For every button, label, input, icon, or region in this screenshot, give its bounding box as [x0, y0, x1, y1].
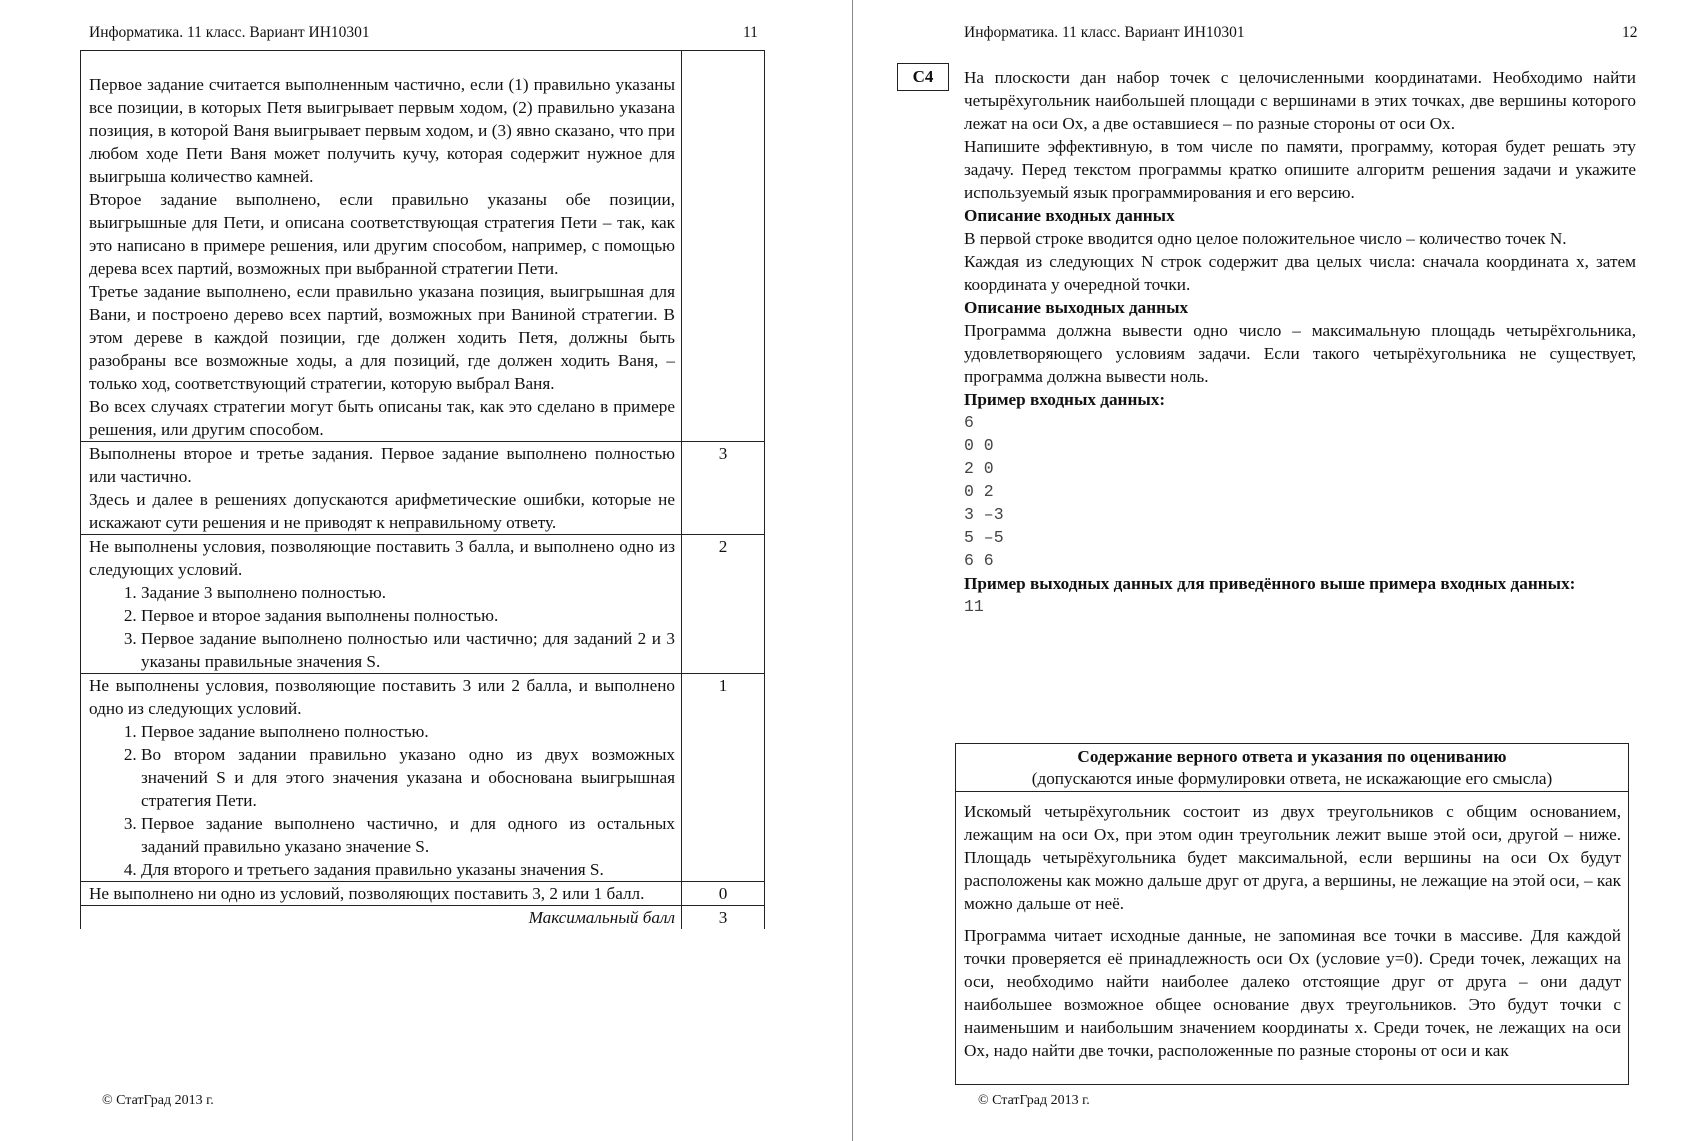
score-cell: [681, 51, 764, 441]
answer-paragraph: Искомый четырёхугольник состоит из двух треугольников с общим основанием, лежащим на оси Ox, при этом один треугольник лежит выше этой оси, другой – ниже. Площадь четырёхугольника будет максимальной, если вершины на оси Ox будут расположены как можно дальше друг от друга, а вершины, не лежащие на этой оси, – как можно дальше от неё.: [964, 802, 1621, 913]
table-row: [81, 535, 764, 674]
output-paragraph: Программа должна вывести одно число – максимальную площадь четырёхгольника, удовлетворяющего условиям задачи. Если такого четырёхугольника не существует, программа должна вывести ноль.: [964, 321, 1636, 386]
criteria-cell: [81, 882, 681, 905]
input-heading: Описание входных данных: [964, 206, 1175, 225]
task-paragraph: На плоскости дан набор точек с целочисленными координатами. Необходимо найти четырёхугольник наибольшей площади с вершинами в этих точках, две вершины которого лежат на оси Ox, а две оставшиеся – по разные стороны от оси Ox.: [964, 68, 1636, 133]
score-cell: 2: [681, 535, 764, 673]
input-paragraph: В первой строке вводится одно целое положительное число – количество точек N.: [964, 229, 1567, 248]
grading-table: [80, 50, 765, 929]
input-paragraph: Каждая из следующих N строк содержит два целых числа: сначала координата x, затем координата y очередной точки.: [964, 252, 1636, 294]
max-score-row: [81, 906, 764, 929]
criteria-paragraph: Не выполнено ни одно из условий, позволяющих поставить 3, 2 или 1 балл.: [89, 884, 645, 903]
score-cell: 0: [681, 882, 764, 905]
criteria-paragraph: Выполнены второе и третье задания. Первое задание выполнено полностью или частично.: [89, 444, 675, 486]
criteria-paragraph: Не выполнены условия, позволяющие поставить 3 балла, и выполнено одно из следующих условий.: [89, 537, 675, 579]
task-paragraph: Напишите эффективную, в том числе по памяти, программу, которая будет решать эту задачу. Перед текстом программы кратко опишите алгоритм решения задачи и укажите используемый язык программирования и его версию.: [964, 137, 1636, 202]
criteria-paragraph: Второе задание выполнено, если правильно указаны обе позиции, выигрышные для Пети, и описана соответствующая стратегия Пети – так, как это написано в примере решения, или другим способом, например, с помощью дерева всех партий, возможных при выбранной стратегии Пети.: [89, 190, 675, 278]
criteria-list: [89, 581, 675, 673]
criteria-cell: [81, 535, 681, 673]
example-output-heading: Пример выходных данных для приведённого выше примера входных данных:: [964, 574, 1576, 593]
example-input-line: 2 0: [964, 459, 994, 478]
right-page-number: 12: [1622, 24, 1638, 41]
left-page-footer: © СтатГрад 2013 г.: [102, 1093, 214, 1108]
score-cell: 1: [681, 674, 764, 881]
answer-paragraph: Программа читает исходные данные, не запоминая все точки в массиве. Для каждой точки проверяется её принадлежность оси Ox (условие y=0). Среди точек, лежащих на оси, необходимо найти наиболее далеко отстоящие друг от друга – они дадут наибольшее возможное общее основание двух треугольников. Это будут точки с наименьшим и наибольшим значением координаты x. Среди точек, не лежащих на оси Ox, надо найти две точки, расположенные по разные стороны от оси и как: [964, 926, 1621, 1060]
right-page-footer: © СтатГрад 2013 г.: [978, 1093, 1090, 1108]
max-score-label: Максимальный балл: [528, 908, 675, 927]
example-input-line: 0 2: [964, 482, 994, 501]
example-input-line: 0 0: [964, 436, 994, 455]
criteria-list: [89, 720, 675, 881]
list-item: 1. Первое задание выполнено полностью.: [141, 720, 675, 743]
criteria-cell: [81, 674, 681, 881]
criteria-paragraph: Во всех случаях стратегии могут быть описаны так, как это сделано в примере решения, или другим способом.: [89, 397, 675, 439]
table-row: [81, 882, 764, 906]
answer-box-header: [956, 744, 1628, 792]
task-label: C4: [897, 63, 949, 91]
criteria-paragraph: Не выполнены условия, позволяющие поставить 3 или 2 балла, и выполнено одно из следующих условий.: [89, 676, 675, 718]
list-item: 1. Задание 3 выполнено полностью.: [141, 581, 675, 604]
example-output: 11: [964, 597, 984, 616]
score-cell: 3: [681, 442, 764, 534]
criteria-cell: [81, 51, 681, 441]
example-input-line: 6: [964, 413, 974, 432]
answer-body: [956, 792, 1628, 1062]
left-page-number: 11: [743, 24, 758, 41]
table-row: [81, 674, 764, 882]
task-text: [964, 66, 1636, 618]
answer-subtitle: (допускаются иные формулировки ответа, не искажающие его смысла): [1031, 769, 1553, 788]
right-page-header: Информатика. 11 класс. Вариант ИН10301: [964, 24, 1245, 41]
list-item: 3. Первое задание выполнено частично, и для одного из остальных заданий правильно указано значение S.: [141, 812, 675, 858]
table-row: [81, 442, 764, 535]
max-score-value: 3: [681, 906, 764, 929]
example-input-line: 3 –3: [964, 505, 1004, 524]
list-item: 3. Первое задание выполнено полностью или частично; для заданий 2 и 3 указаны правильные значения S.: [141, 627, 675, 673]
list-item: 4. Для второго и третьего задания правильно указаны значения S.: [141, 858, 675, 881]
example-input-line: 6 6: [964, 551, 994, 570]
left-page-header: Информатика. 11 класс. Вариант ИН10301: [89, 24, 370, 41]
output-heading: Описание выходных данных: [964, 298, 1189, 317]
example-input-heading: Пример входных данных:: [964, 390, 1166, 409]
answer-title: Содержание верного ответа и указания по оцениванию: [1077, 747, 1507, 766]
criteria-paragraph: Здесь и далее в решениях допускаются арифметические ошибки, которые не искажают сути решения и не приводят к неправильному ответу.: [89, 490, 675, 532]
criteria-paragraph: Первое задание считается выполненным частично, если (1) правильно указаны все позиции, в которых Петя выигрывает первым ходом, (2) правильно указана позиция, в которой Ваня выигрывает первым ходом, и (3) явно сказано, что при любом ходе Пети Ваня может получить кучу, которая содержит нужное для выигрыша количество камней.: [89, 75, 675, 186]
example-input-line: 5 –5: [964, 528, 1004, 547]
answer-box: [955, 743, 1629, 1085]
list-item: 2. Во втором задании правильно указано одно из двух возможных значений S и для этого значения указана и обоснована выигрышная стратегия Пети.: [141, 743, 675, 812]
criteria-cell: [81, 442, 681, 534]
criteria-paragraph: Третье задание выполнено, если правильно указана позиция, выигрышная для Вани, и построено дерево всех партий, возможных при Ваниной стратегии. В этом дереве в каждой позиции, где должен ходить Петя, должны быть разобраны все возможные ходы, а для позиций, где должен ходить Ваня, – только ход, соответствующий стратегии, которую выбрал Ваня.: [89, 282, 675, 393]
example-input: [964, 411, 1636, 572]
page-divider: [852, 0, 853, 1141]
list-item: 2. Первое и второе задания выполнены полностью.: [141, 604, 675, 627]
table-row: [81, 51, 764, 442]
